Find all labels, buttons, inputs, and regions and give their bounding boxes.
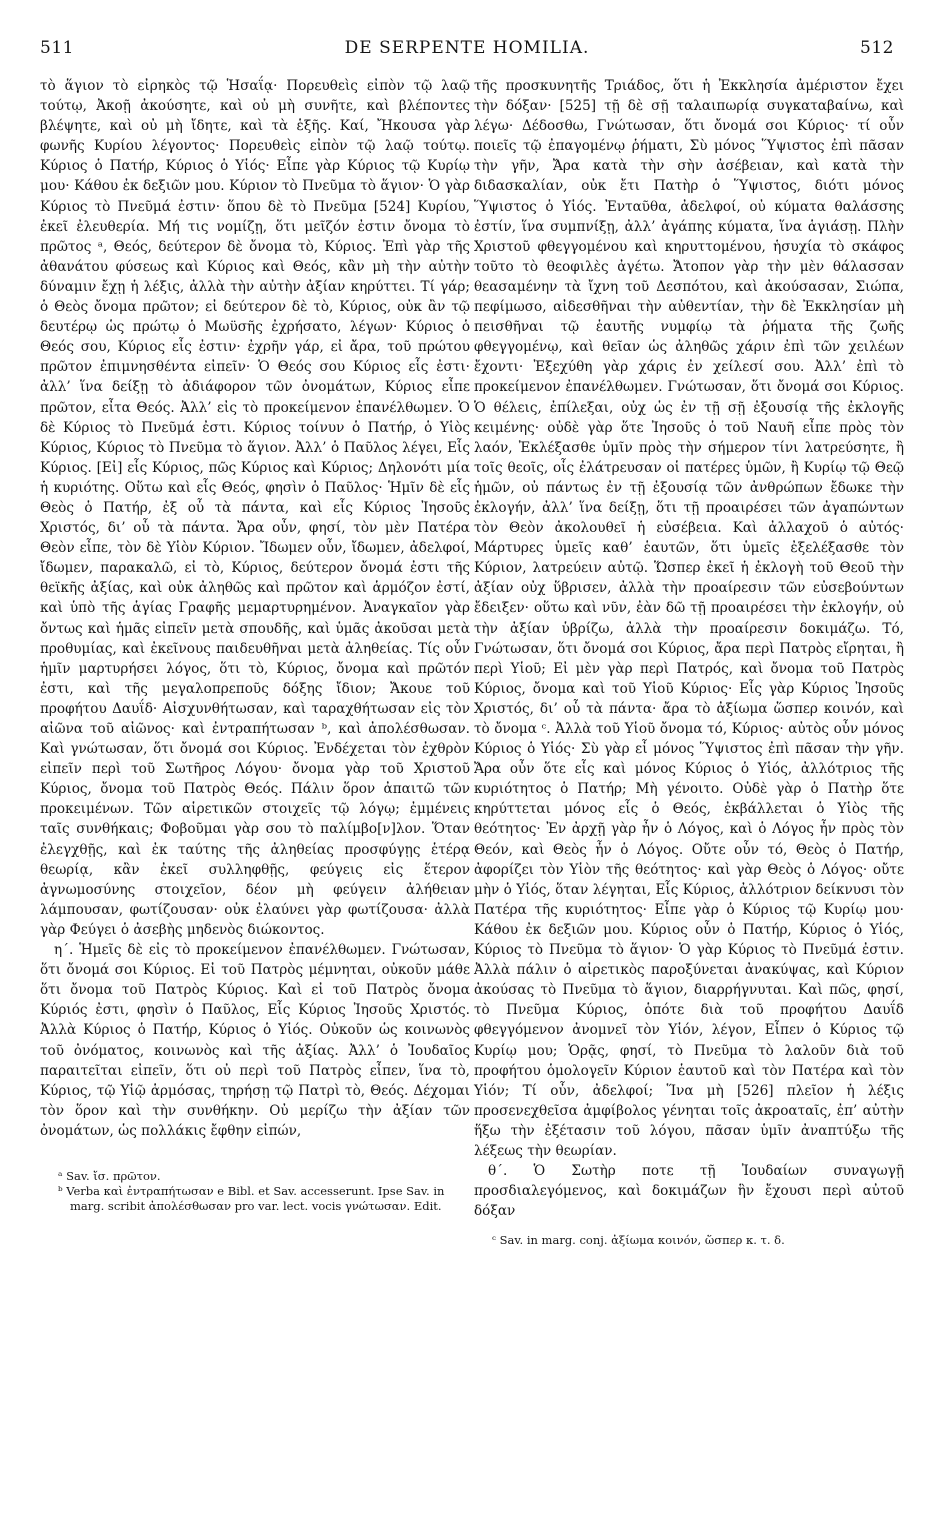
footnote-c: ᶜ Sav. in marg. conj. ἀξίωμα κοινόν, ὥσπερ κ. τ. δ. [492, 1233, 785, 1248]
footnotes-left [40, 1169, 470, 1214]
page-number-left: 511 [40, 38, 74, 58]
page-number-right: 512 [860, 38, 894, 58]
page-header [36, 34, 898, 64]
paragraph: τὸ ἅγιον τὸ εἰρηκὸς τῷ Ἡσαΐᾳ· Πορευθεὶς εἰπὸν τῷ λαῷ τούτῳ, Ἀκοῇ ἀκούσητε, καὶ οὐ μὴ συνῆτε, καὶ βλέποντες βλέψητε, καὶ οὐ μὴ ἴδητε, καὶ τὰ ἑξῆς. Καί, Ἤκουσα γὰρ φωνῆς Κυρίου λέγοντος· Πορευθεὶς εἰπὸν τῷ λαῷ τούτῳ. Κύριος ὁ Πατήρ, Κύριος ὁ Υἱός· Εἶπε γὰρ Κύριος τῷ Κυρίῳ μου· Κάθου ἐκ δεξιῶν μου. Κύριον τὸ Πνεῦμα τὸ ἅγιον· Ὁ γὰρ Κύριος τὸ Πνεῦμά ἐστιν· ὅπου δὲ τὸ Πνεῦμα [524] Κυρίου, ἐκεῖ ἐλευθερία. Μή τις νομίζῃ, ὅτι μεῖζόν ἐστιν ὄνομα τὸ πρῶτος ᵃ, Θεός, δεύτερον δὲ ὄνομα τὸ, Κύριος. Ἐπὶ γὰρ τῆς ἀθανάτου φύσεως καὶ Κύριος καὶ Θεός, κἂν μὴ τὴν αὐτὴν δύναμιν ἔχῃ ἡ λέξις, ἀλλὰ τὴν αὐτὴν ἀξίαν κηρύττει. Τί γάρ; ὁ Θεὸς ὄνομα πρῶτον; εἰ δεύτερον δὲ τὸ, Κύριος, οὐκ ἂν τῷ δευτέρῳ ὡς πρώτῳ ὁ Μωϋσῆς ἐχρήσατο, λέγων· Κύριος ὁ Θεός σου, Κύριος εἷς ἐστιν· ἐχρῆν γάρ, εἰ ἄρα, τοῦ πρώτου πρῶτον ἐπιμνησθέντα εἰπεῖν· Ὁ Θεός σου Κύριος εἷς ἐστι· ἀλλ’ ἵνα δείξῃ τὸ ἀδιάφορον τῶν ὀνομάτων, Κύριος εἶπε πρῶτον, εἶτα Θεός. Ἀλλ’ εἰς τὸ προκείμενον ἐπανέλθωμεν. Ὁ δὲ Κύριος τὸ Πνεῦμά ἐστι. Κύριος τοίνυν ὁ Πατήρ, ὁ Υἱὸς Κύριος, Κύριος τὸ Πνεῦμα τὸ ἅγιον. Ἀλλ’ ὁ Παῦλος λέγει, Εἷς Κύριος. [Εἰ] εἷς Κύριος, πῶς Κύριος καὶ Κύριος; Δηλονότι μία ἡ κυριότης. Οὕτω καὶ εἷς Θεός, φησὶν ὁ Παῦλος· Ἡμῖν δὲ εἷς Θεὸς ὁ Πατήρ, ἐξ οὗ τὰ πάντα, καὶ εἷς Κύριος Ἰησοῦς Χριστός, δι’ οὗ τὰ πάντα. Ἄρα οὖν, φησί, τὸν μὲν Πατέρα Θεὸν εἶπε, τὸν δὲ Υἱὸν Κύριον. Ἴδωμεν οὖν, ἴδωμεν, ἀδελφοί, ἴδωμεν, παρακαλῶ, εἰ τὸ, Κύριος, δεύτερον ὄνομά ἐστι τῆς θεϊκῆς ἀξίας, καὶ οὐκ ἀληθῶς καὶ πρῶτον καὶ ἁρμόζον ἐστί, καὶ ὑπὸ τῆς ἁγίας Γραφῆς μεμαρτυρημένον. Ἀναγκαῖον γὰρ ὄντως καὶ ἡμᾶς εἰπεῖν μετὰ σπουδῆς, καὶ ὑμᾶς ἀκοῦσαι μετὰ προθυμίας, καὶ ἐκεῖνους παιδευθῆναι μετὰ ἀληθείας. Τίς οὖν ἡμῖν μαρτυρήσει λόγος, ὅτι τὸ, Κύριος, ὄνομα καὶ πρῶτόν ἐστι, καὶ τῆς μεγαλοπρεποῦς δόξης ἴδιον; Ἄκουε τοῦ προφήτου Δαυΐδ· Αἰσχυνθήτωσαν, καὶ ταραχθήτωσαν εἰς τὸν αἰῶνα τοῦ αἰῶνος· καὶ ἐντραπήτωσαν ᵇ, καὶ ἀπολέσθωσαν. Καὶ γνώτωσαν, ὅτι ὄνομά σοι Κύριος. Ἐνδέχεται τὸν ἐχθρὸν εἰπεῖν περὶ τοῦ Σωτῆρος Λόγου· ὄνομα γὰρ τοῦ Χριστοῦ Κύριος, ὄνομα τοῦ Πατρὸς Θεός. Πάλιν ὅρον ἀπαιτῶ τῶν προκειμένων. Τῶν αἱρετικῶν στοιχεῖς τῷ λόγῳ; ἐμμένεις ταῖς συνθήκαις; Φοβοῦμαι γὰρ σου τὸ παλίμβο[ν]λον. Ὅταν ἐλεγχθῇς, καὶ ἐκ ταύτης τῆς ἀληθείας προσφύγῃς ἑτέρᾳ θεωρίᾳ, κἂν ἐκεῖ συλληφθῇς, φεύγεις εἰς ἕτερον ἀγνωμοσύνης στοιχεῖον, δέον μὴ φεύγειν ἀλήθειαν λάμπουσαν, φωτίζουσαν· οὐκ ἐλαύνει γὰρ φωτίζουσα· ἀλλὰ γὰρ Φεύγει ὁ ἀσεβὴς μηδενὸς διώκοντος. [40, 78, 470, 938]
paragraph-section-8: η΄. Ἡμεῖς δὲ εἰς τὸ προκείμενον ἐπανέλθωμεν. Γνώτωσαν, ὅτι ὄνομά σοι Κύριος. Εἰ τοῦ Πατρὸς μέμνηται, οὐκοῦν μάθε ὅτι ὄνομα τοῦ Πατρὸς Κύριος. Καὶ εἰ τοῦ Πατρὸς ὄνομα Κύριός ἐστι, φησὶν ὁ Παῦλος, Εἷς Κύριος Ἰησοῦς Χριστός. Ἀλλὰ Κύριος ὁ Πατήρ, Κύριος ὁ Υἱός. Οὐκοῦν ὡς κοινωνὸς τοῦ ὀνόματος, κοινωνὸς καὶ τῆς ἀξίας. Ἀλλ’ ὁ Ἰουδαῖος παραιτεῖται εἰπεῖν, ὅτι οὐ περὶ τοῦ Πατρὸς εἶπεν, ἵνα τὸ, Κύριος, τῷ Υἱῷ ἁρμόσας, τηρήσῃ τῷ Πατρὶ τὸ, Θεός. Δέχομαι τὸν ὅρον καὶ τὴν συνθήκην. Οὐ μερίζω τὴν ἀξίαν τῶν ὀνομάτων, ὡς πολλάκις ἔφθην εἰπών, [40, 942, 470, 1139]
right-column [474, 76, 904, 1248]
footnote-b: ᵇ Verba καὶ ἐντραπήτωσαν e Bibl. et Sav. accesserunt. Ipse Sav. in marg. scribit ἀπολέσθωσαν pro var. lect. vocis γνώτωσαν. Edit. [58, 1183, 445, 1213]
paragraph-section-9: θ΄. Ὁ Σωτὴρ ποτε τῇ Ἰουδαίων συναγωγῇ προσδιαλεγόμενος, καὶ δοκιμάζων ἣν ἔχουσι περὶ αὐτοῦ δόξαν [474, 1163, 904, 1220]
footnotes-right [474, 1233, 904, 1248]
footnote-a: ᵃ Sav. ἴσ. πρῶτον. [58, 1168, 161, 1183]
running-title: DE SERPENTE HOMILIA. [344, 38, 590, 58]
paragraph: τῆς προσκυνητῆς Τριάδος, ὅτι ἡ Ἐκκλησία ἀμέριστον ἔχει τὴν δόξαν· [525] τῇ δὲ σῇ ταλαιπωρίᾳ συγκαταβαίνω, καὶ λέγω· Δέδοσθω, Γνώτωσαν, ὅτι ὄνομά σοι Κύριος· τί οὖν ποιεῖς τῷ ἐπαγομένῳ ῥήματι, Σὺ μόνος Ὕψιστος ἐπὶ πᾶσαν τὴν γῆν, Ἄρα κατὰ τὴν σὴν ἀσέβειαν, καὶ κατὰ τὴν διδασκαλίαν, οὐκ ἔτι Πατὴρ ὁ Ὕψιστος, διότι μόνος Ὕψιστος ὁ Υἱός. Ἐνταῦθα, ἀδελφοί, οὐ κύματα θαλάσσης ἐστίν, ἵνα συμπνίξῃ, ἀλλ’ ἀγάπης κύματα, ἵνα ἁγιάσῃ. Πλὴν Χριστοῦ φθεγγομένου καὶ κηρυττομένου, ἡσυχία τὸ σκάφος τοῦτο τὸ θεοφιλὲς ἀγέτω. Ἄτοπον γὰρ τὴν μὲν θάλασσαν θεασαμένην τὰ ἴχνη τοῦ Δεσπότου, καὶ ἀκούσασαν, Σιώπα, πεφίμωσο, αἰδεσθῆναι τὴν αὐθεντίαν, τὴν δὲ Ἐκκλησίαν μὴ πεισθῆναι τῷ ἑαυτῆς νυμφίῳ τὰ ῥήματα τῆς ζωῆς φθεγγομένῳ, καὶ θεῖαν ὡς ἀληθῶς χάριν ἐπὶ τῶν χειλέων ἔχοντι· Ἐξεχύθη γὰρ χάρις ἐν χείλεσί σου. Ἀλλ’ ἐπὶ τὸ προκείμενον ἐπανέλθωμεν. Γνώτωσαν, ὅτι ὄνομά σοι Κύριος. Ὁ θέλεις, ἐπίλεξαι, οὐχ ὡς ἐν τῇ σῇ ἐξουσίᾳ τῆς ἐκλογῆς κειμένης· οὐδὲ γὰρ ὅτε Ἰησοῦς ὁ τοῦ Ναυῆ εἶπε πρὸς τὸν λαόν, Ἐκλέξασθε ὑμῖν πρὸς τὴν σήμερον τίνι λατρεύσητε, ἢ τοῖς θεοῖς, οἷς ἐλάτρευσαν οἱ πατέρες ὑμῶν, ἢ Κυρίῳ τῷ Θεῷ ἡμῶν, οὐ πάντως ἐν τῇ ἐξουσίᾳ τῶν ἀνθρώπων ἔδωκε τὴν ἐκλογήν, ἀλλ’ ἵνα δείξῃ, ὅτι τῇ προαιρέσει τῶν ἀγαπώντων τὸν Θεὸν ἀκολουθεῖ ἡ εὐσέβεια. Καὶ ἀλλαχοῦ ὁ αὐτός· Μάρτυρες ὑμεῖς καθ’ ἑαυτῶν, ὅτι ὑμεῖς ἐξελέξασθε τὸν Κύριον, λατρεύειν αὐτῷ. Ὥσπερ ἐκεῖ ἡ ἐκλογὴ τοῦ Θεοῦ τὴν ἀξίαν οὐχ ὕβρισεν, ἀλλὰ τὴν προαίρεσιν τῶν εὐσεβούντων ἔδειξεν· οὕτω καὶ νῦν, ἐὰν δῶ τῇ προαιρέσει τὴν ἐκλογήν, οὐ τὴν ἀξίαν ὑβρίζω, ἀλλὰ τὴν προαίρεσιν δοκιμάζω. Τό, Γνώτωσαν, ὅτι ὄνομά σοι Κύριος, ἄρα περὶ Πατρὸς εἴρηται, ἢ περὶ Υἱοῦ; Εἰ μὲν γὰρ περὶ Πατρός, καὶ ὄνομα τοῦ Πατρὸς Κύριος, ὄνομα καὶ τοῦ Υἱοῦ Κύριος· Εἷς γὰρ Κύριος Ἰησοῦς Χριστός, δι’ οὗ τὰ πάντα· ἄρα τὸ ἀξίωμα ὥσπερ κοινόν, καὶ τὸ ὄνομα ᶜ. Ἀλλὰ τοῦ Υἱοῦ ὄνομα τό, Κύριος· αὐτὸς οὖν μόνος Κύριος ὁ Υἱός· Σὺ γὰρ εἶ μόνος Ὕψιστος ἐπὶ πᾶσαν τὴν γῆν. Ἄρα οὖν ὅτε εἷς καὶ μόνος Κύριος ὁ Υἱός, ἀλλότριος τῆς κυριότητος ὁ Πατήρ; Μὴ γένοιτο. Οὐδὲ γὰρ ὁ Πατὴρ ὅτε κηρύττεται μόνος εἷς ὁ Θεός, ἐκβάλλεται ὁ Υἱὸς τῆς θεότητος· Ἐν ἀρχῇ γὰρ ἦν ὁ Λόγος, καὶ ὁ Λόγος ἦν πρὸς τὸν Θεόν, καὶ Θεὸς ἦν ὁ Λόγος. Οὔτε οὖν τό, Θεὸς ὁ Πατήρ, ἀφορίζει τὸν Υἱὸν τῆς θεότητος· καὶ γὰρ Θεὸς ὁ Λόγος· οὔτε μὴν ὁ Υἱός, ὅταν λέγηται, Εἷς Κύριος, ἀλλότριον δείκνυσι τὸν Πατέρα τῆς κυριότητος· Εἶπε γὰρ ὁ Κύριος τῷ Κυρίῳ μου· Κάθου ἐκ δεξιῶν μου. Κύριος οὖν ὁ Πατήρ, Κύριος ὁ Υἱός, Κύριος τὸ Πνεῦμα τὸ ἅγιον· Ὁ γὰρ Κύριος τὸ Πνεῦμά ἐστιν. Ἀλλὰ πάλιν ὁ αἱρετικὸς παροξύνεται ἀνακύψας, καὶ Κύριον ἀκούσας τὸ Πνεῦμα τὸ ἅγιον, διαρρήγνυται. Καὶ πῶς, φησί, τὸ Πνεῦμα Κύριος, ὁπότε διὰ τοῦ προφήτου Δαυΐδ φθεγγόμενον ἀνομνεῖ τὸν Υἱόν, λέγον, Εἶπεν ὁ Κύριος τῷ Κυρίῳ μου; Ὁρᾷς, φησί, τὸ Πνεῦμα τὸ λαλοῦν διὰ τοῦ προφήτου ὁμολογεῖν Κύριον ἑαυτοῦ καὶ τὸν Πατέρα καὶ τὸν Υἱόν; Τί οὖν, ἀδελφοί; Ἵνα μὴ [526] πλεῖον ἡ λέξις προσενεχθεῖσα ἀμφίβολος γένηται τοῖς ἀκροαταῖς, ἐπ’ αὐτὴν ἥξω τὴν ἐξέτασιν τοῦ λόγου, πᾶσαν ὑμῖν ἀναπτύξω τῆς λέξεως τὴν θεωρίαν. [474, 78, 904, 1159]
left-column [40, 76, 470, 1214]
